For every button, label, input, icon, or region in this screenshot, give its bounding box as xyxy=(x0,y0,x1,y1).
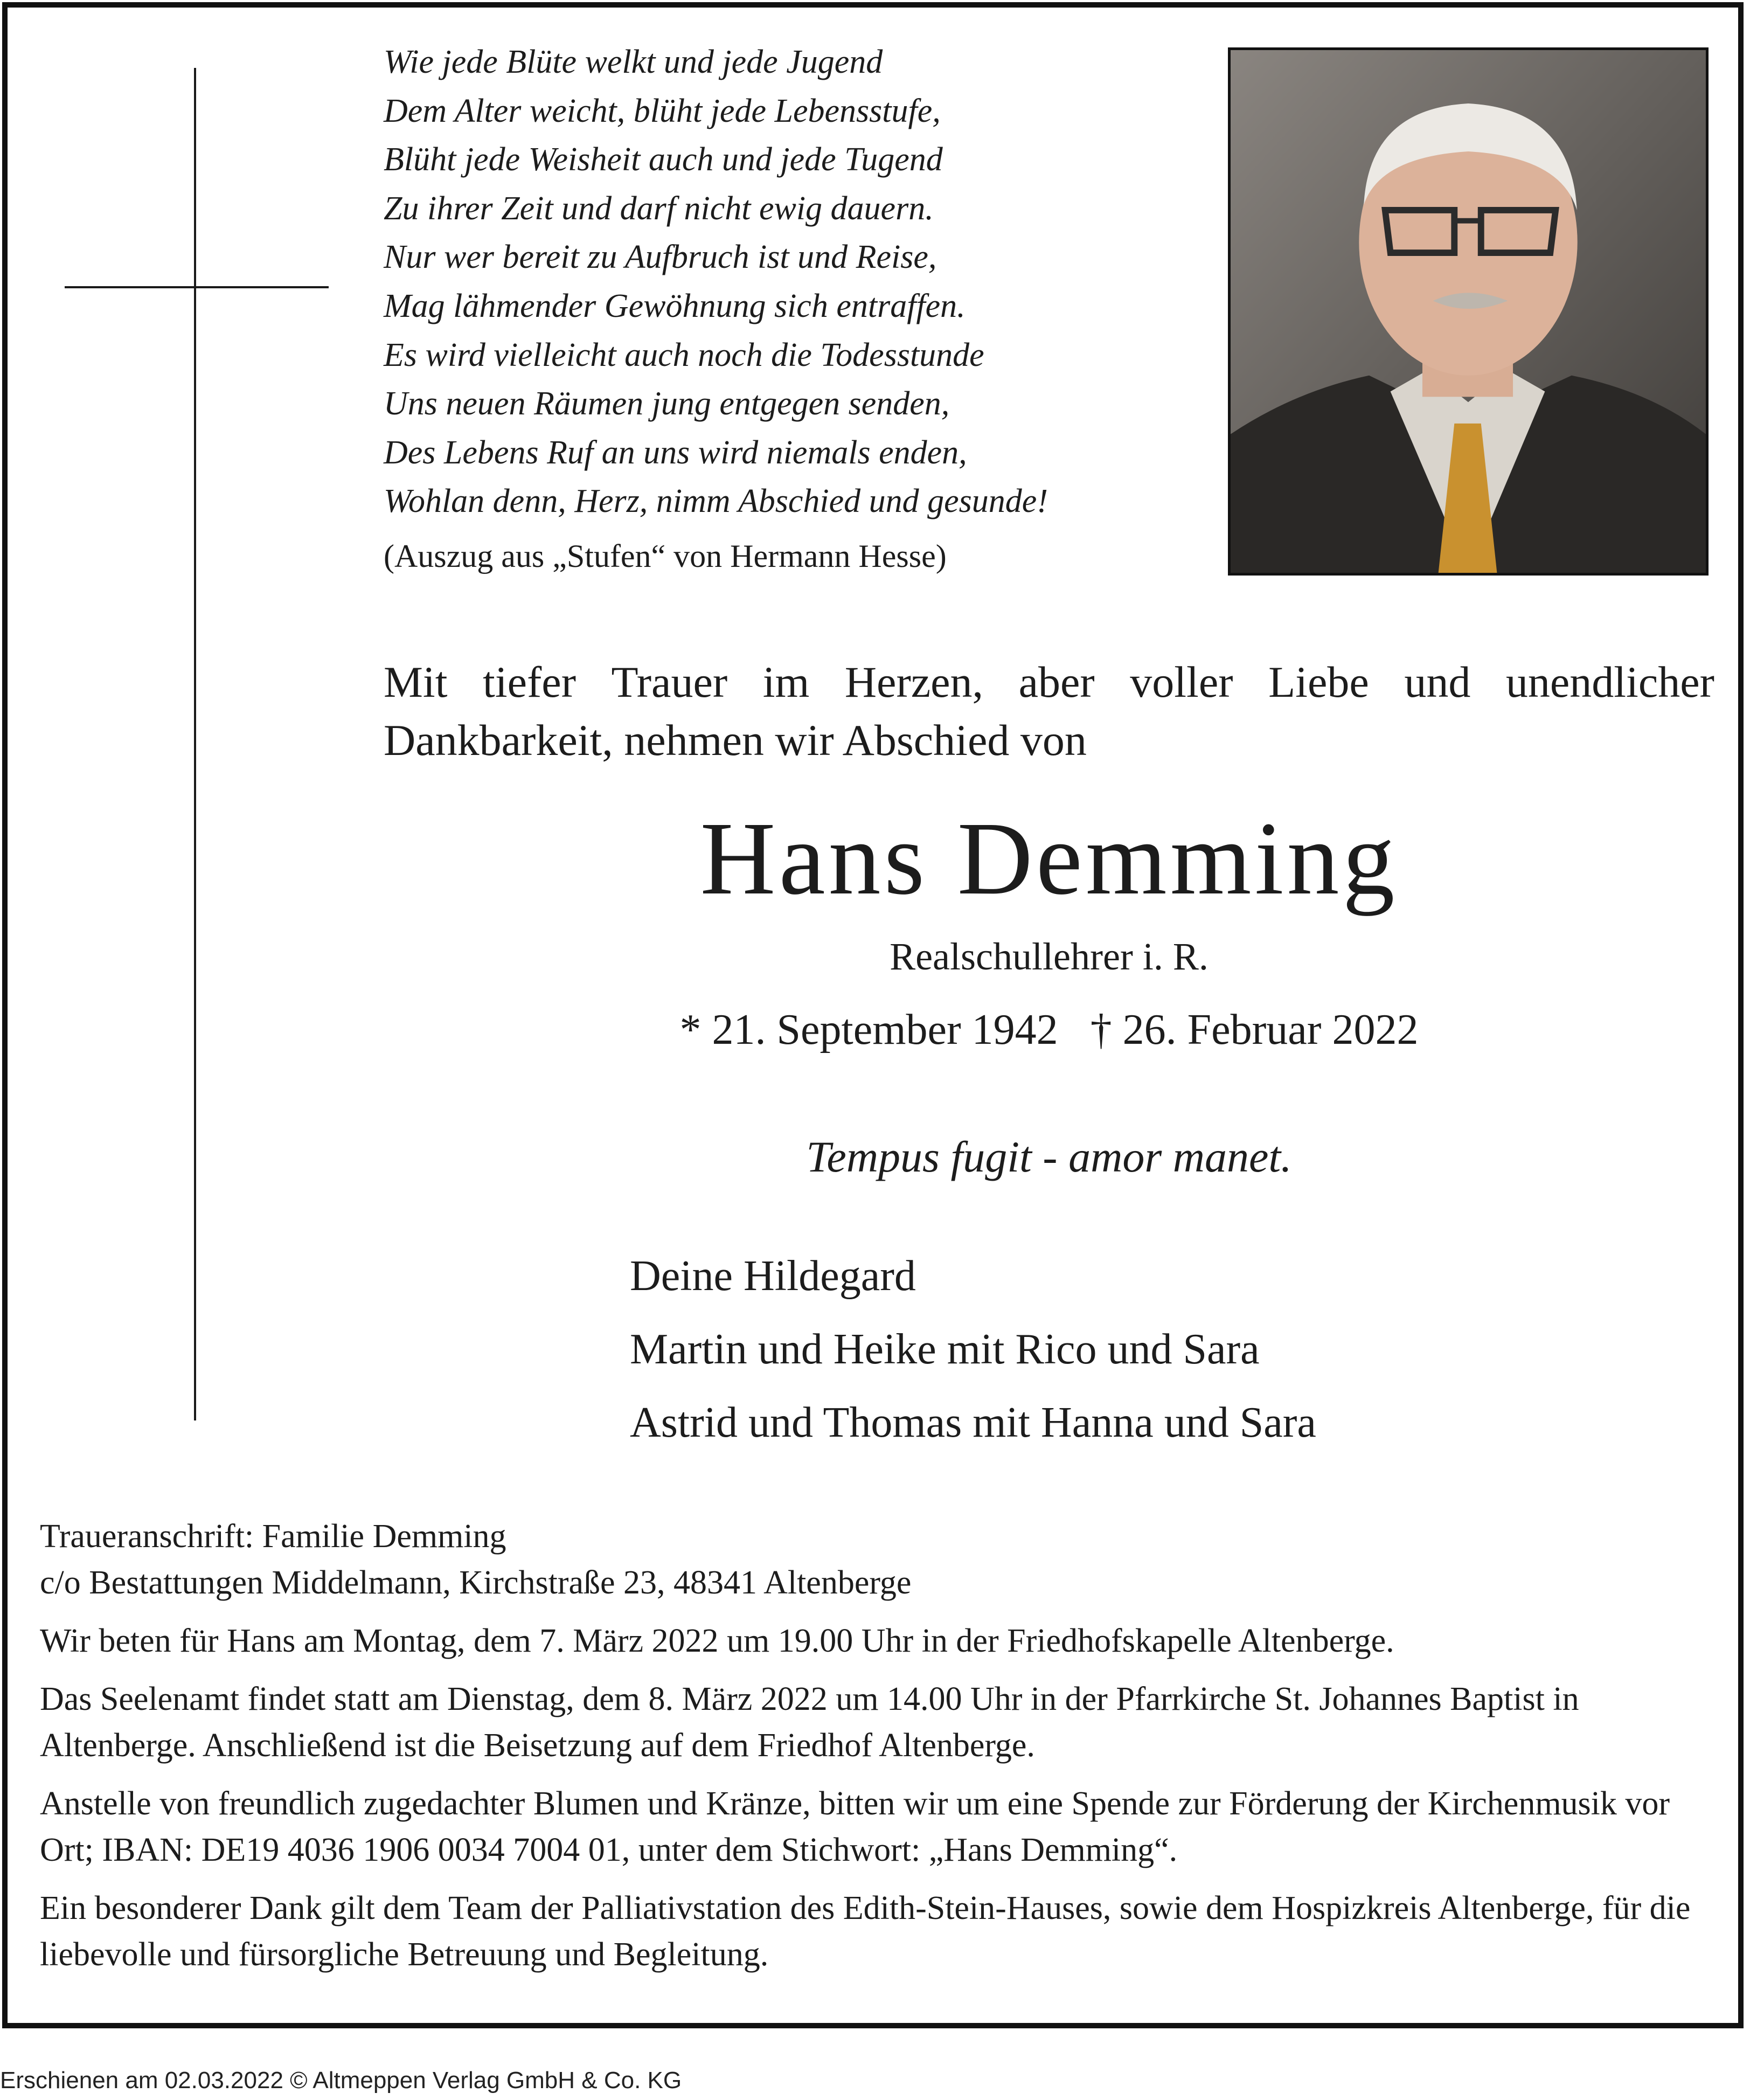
poem xyxy=(384,38,1192,526)
portrait-photo xyxy=(1228,47,1709,576)
notices xyxy=(40,1513,1716,1990)
mourning-address xyxy=(40,1513,1716,1606)
publication-footer: Erschienen am 02.03.2022 © Altmeppen Verlag GmbH & Co. KG xyxy=(0,2067,682,2094)
family-member: Martin und Heike mit Rico und Sara xyxy=(630,1326,1260,1373)
deceased-title: Realschullehrer i. R. xyxy=(890,935,1209,978)
poem-line: Dem Alter weicht, blüht jede Lebensstufe, xyxy=(384,92,941,129)
poem-line: Es wird vielleicht auch noch die Todesstunde xyxy=(384,336,984,373)
intro-word: Trauer xyxy=(611,657,728,706)
prayer-notice: Wir beten für Hans am Montag, dem 7. März 2022 um 19.00 Uhr in der Friedhofskapelle Altenberge. xyxy=(40,1623,1394,1659)
poem-line: Wie jede Blüte welkt und jede Jugend xyxy=(384,44,883,80)
intro-text xyxy=(384,653,1714,770)
deceased-name: Hans Demming xyxy=(700,800,1398,916)
family-member: Deine Hildegard xyxy=(630,1252,916,1300)
poem-line: Zu ihrer Zeit und darf nicht ewig dauern. xyxy=(384,190,934,227)
address-line-1: Traueranschrift: Familie Demming xyxy=(40,1518,506,1555)
motto: Tempus fugit - amor manet. xyxy=(806,1132,1292,1181)
life-dates: * 21. September 1942 † 26. Februar 2022 xyxy=(679,1006,1419,1054)
cross-bar xyxy=(65,286,329,288)
intro-line-2: Dankbarkeit, nehmen wir Abschied von xyxy=(384,716,1087,765)
donation-notice: Anstelle von freundlich zugedachter Blumen und Kränze, bitten wir um eine Spende zur Förderung der Kirchenmusik vor Ort; IBAN: DE19 4036 1906 0034 7004 01, unter dem Stichwort: „Hans Demming“. xyxy=(40,1785,1670,1868)
intro-word: voller xyxy=(1130,657,1233,706)
address-line-2: c/o Bestattungen Middelmann, Kirchstraße 23, 48341 Altenberge xyxy=(40,1564,912,1601)
thanks-notice: Ein besonderer Dank gilt dem Team der Palliativstation des Edith-Stein-Hauses, sowie dem Hospizkreis Altenberge, für die liebevolle und fürsorgliche Betreuung und Begleitung. xyxy=(40,1890,1691,1973)
poem-line: Wohlan denn, Herz, nimm Abschied und gesunde! xyxy=(384,483,1048,520)
intro-word: tiefer xyxy=(483,657,576,706)
family-member: Astrid und Thomas mit Hanna und Sara xyxy=(630,1399,1316,1446)
family-list xyxy=(630,1239,1316,1459)
intro-word: und xyxy=(1404,657,1471,706)
intro-line-1 xyxy=(384,653,1714,711)
intro-word: im xyxy=(762,657,810,706)
poem-line: Uns neuen Räumen jung entgegen senden, xyxy=(384,385,950,422)
intro-word: Herzen, xyxy=(844,657,984,706)
intro-word: Mit xyxy=(384,657,448,706)
poem-line: Mag lähmender Gewöhnung sich entraffen. xyxy=(384,287,966,324)
intro-word: unendlicher xyxy=(1505,657,1714,706)
requiem-notice: Das Seelenamt findet statt am Dienstag, dem 8. März 2022 um 14.00 Uhr in der Pfarrkirche St. Johannes Baptist in Altenberge. Anschließend ist die Beisetzung auf dem Friedhof Altenberge. xyxy=(40,1681,1579,1764)
poem-source: (Auszug aus „Stufen“ von Hermann Hesse) xyxy=(384,538,947,574)
poem-line: Des Lebens Ruf an uns wird niemals enden, xyxy=(384,434,967,471)
poem-line: Nur wer bereit zu Aufbruch ist und Reise, xyxy=(384,239,937,276)
intro-word: aber xyxy=(1018,657,1095,706)
poem-line: Blüht jede Weisheit auch und jede Tugend xyxy=(384,141,943,178)
intro-word: Liebe xyxy=(1268,657,1369,706)
cross-icon xyxy=(194,68,196,1420)
